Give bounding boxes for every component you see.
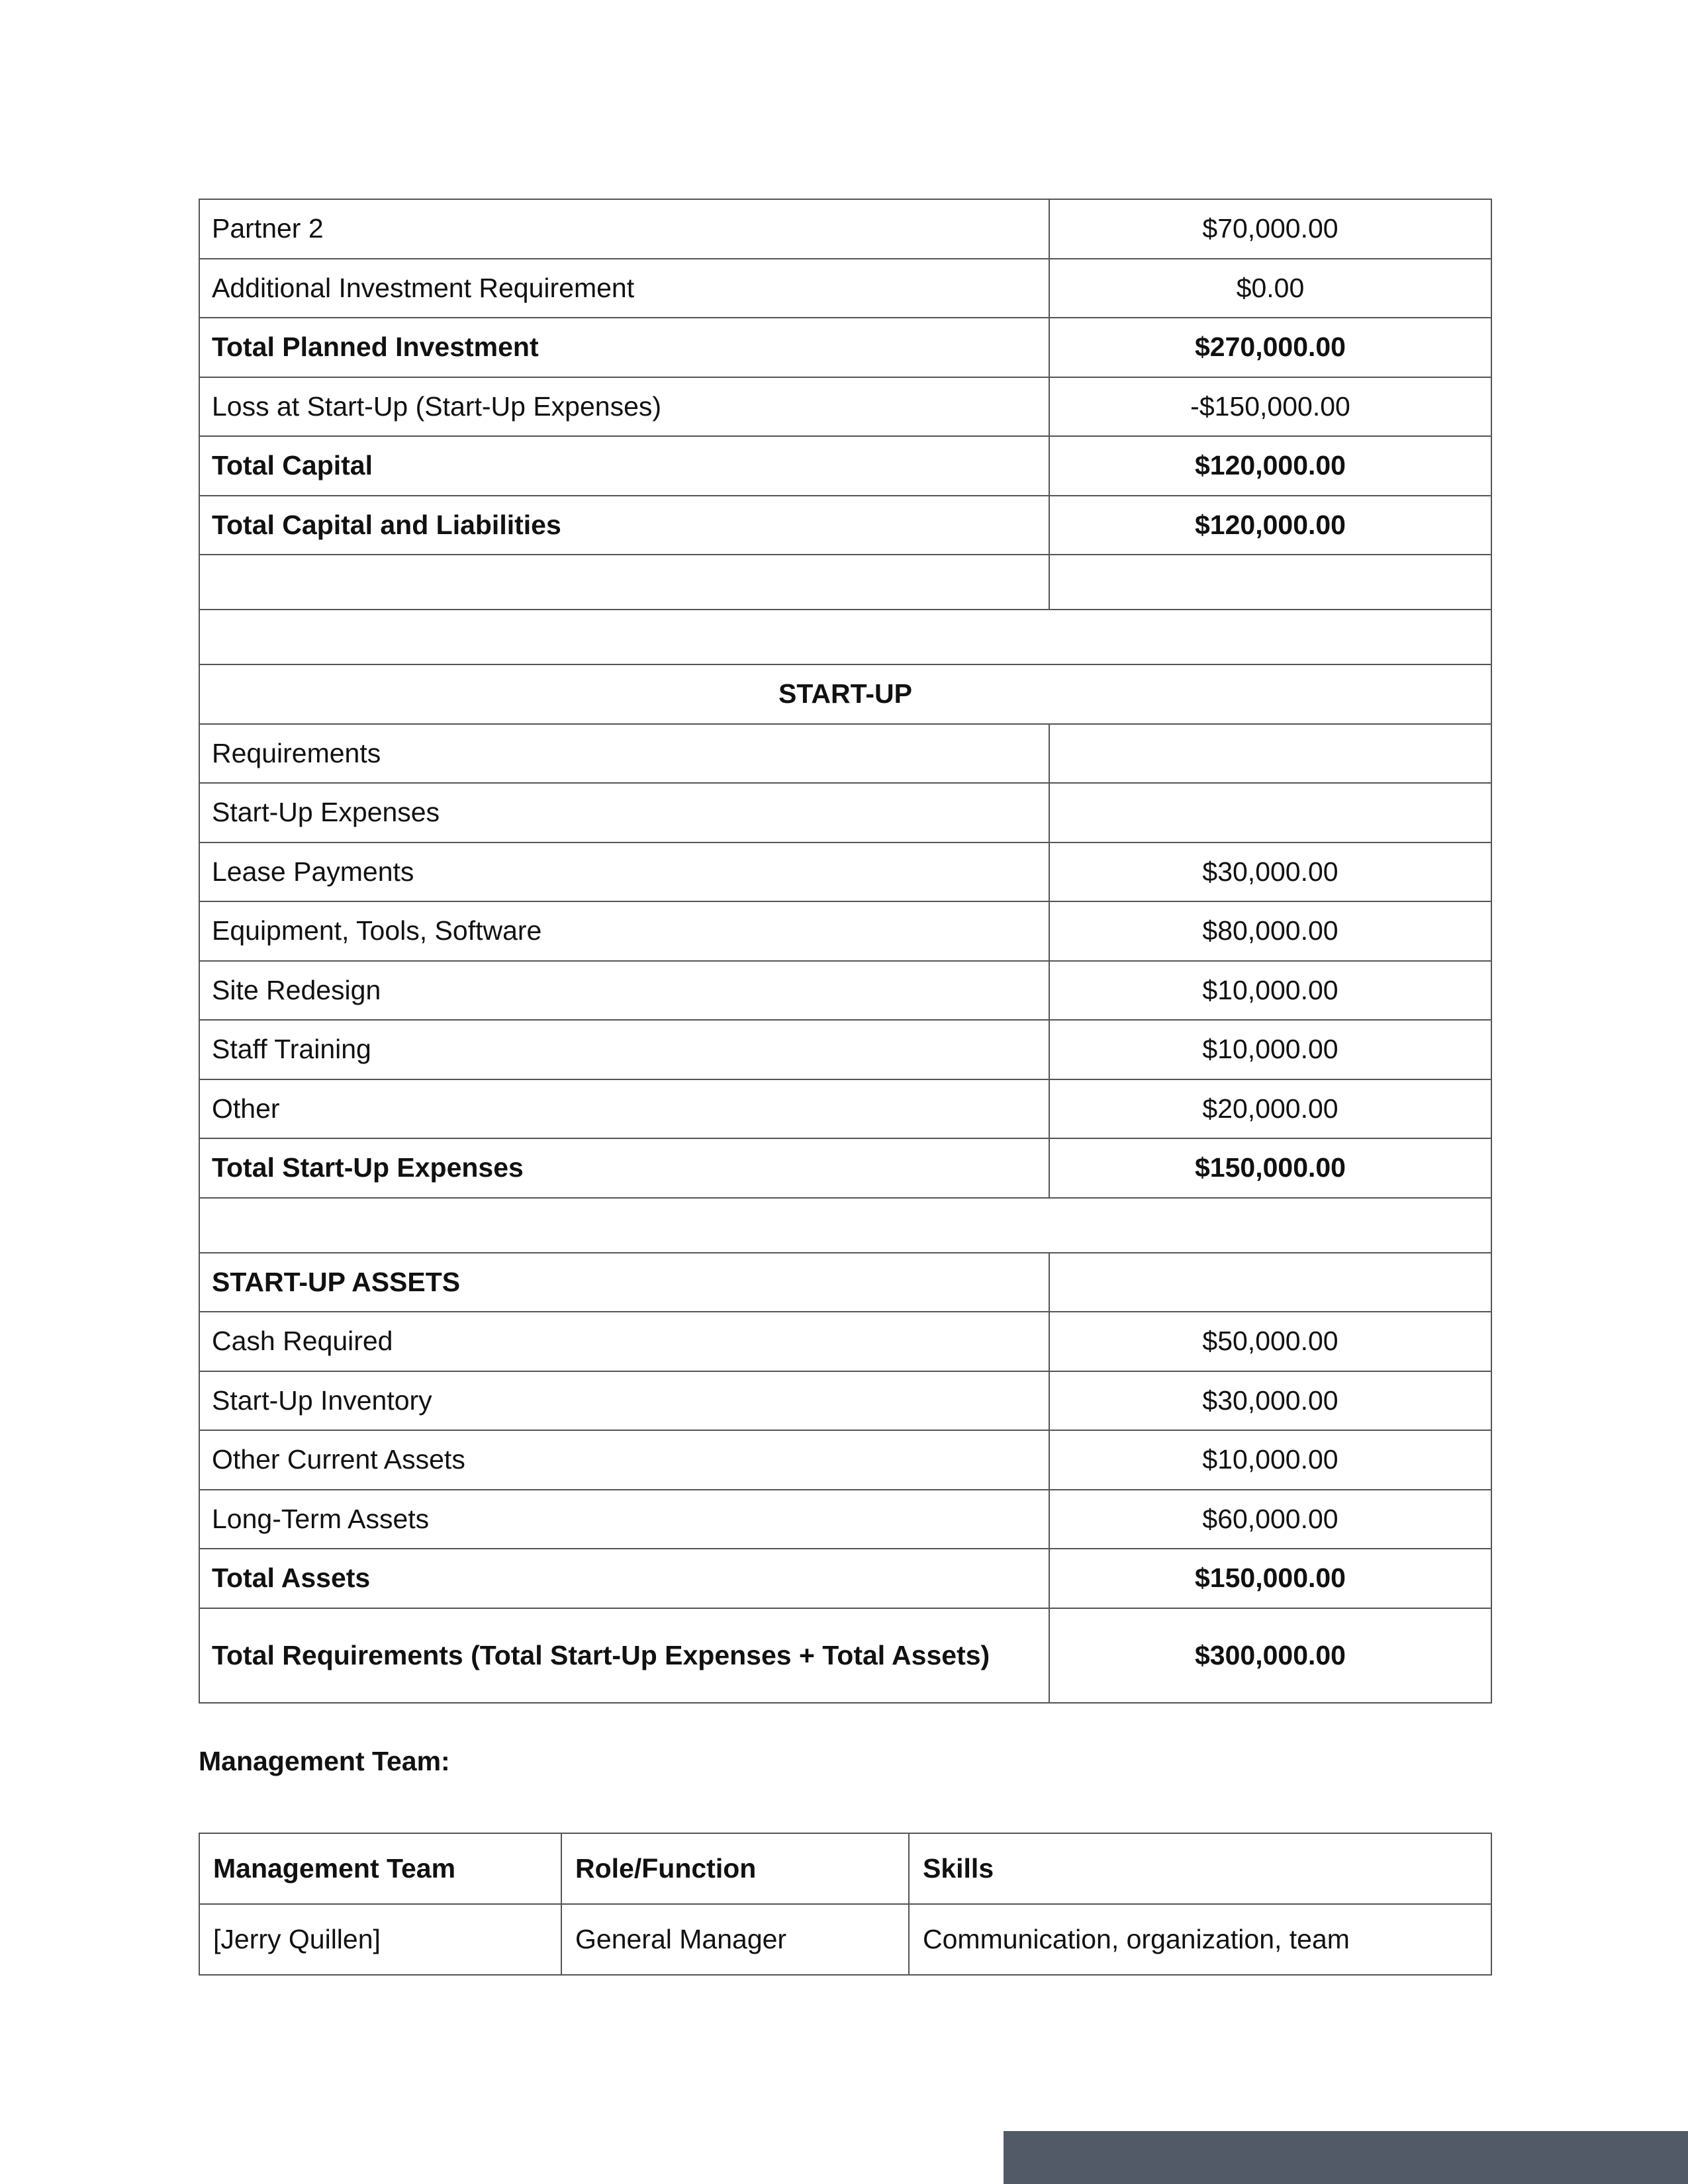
table-row xyxy=(199,842,1491,902)
row-value: $120,000.00 xyxy=(1049,436,1491,496)
table-row xyxy=(199,436,1491,496)
row-value: $10,000.00 xyxy=(1049,961,1491,1021)
financial-table xyxy=(199,199,1492,1704)
spacer-cell xyxy=(199,610,1491,664)
empty-row xyxy=(199,555,1491,610)
row-label: Other Current Assets xyxy=(199,1430,1049,1490)
team-member-role: General Manager xyxy=(561,1904,909,1975)
table-row xyxy=(199,259,1491,318)
row-label: Total Assets xyxy=(199,1549,1049,1608)
row-label: Loss at Start-Up (Start-Up Expenses) xyxy=(199,377,1049,437)
row-value: -$150,000.00 xyxy=(1049,377,1491,437)
row-value: $30,000.00 xyxy=(1049,842,1491,902)
table-row xyxy=(199,1079,1491,1139)
row-label: Other xyxy=(199,1079,1049,1139)
row-label: Total Planned Investment xyxy=(199,318,1049,377)
assets-header: START-UP ASSETS xyxy=(199,1253,1049,1312)
table-row xyxy=(199,783,1491,842)
row-label: Long-Term Assets xyxy=(199,1490,1049,1549)
row-value: $150,000.00 xyxy=(1049,1138,1491,1198)
table-row xyxy=(199,1430,1491,1490)
row-value: $30,000.00 xyxy=(1049,1371,1491,1431)
column-header: Skills xyxy=(909,1833,1491,1904)
empty-cell xyxy=(1049,555,1491,610)
table-row xyxy=(199,318,1491,377)
row-label: Cash Required xyxy=(199,1312,1049,1371)
management-table xyxy=(199,1833,1492,1976)
row-value: $10,000.00 xyxy=(1049,1020,1491,1079)
table-row xyxy=(199,1371,1491,1431)
row-label: Start-Up Expenses xyxy=(199,783,1049,842)
row-label: Total Start-Up Expenses xyxy=(199,1138,1049,1198)
spacer-row xyxy=(199,1198,1491,1253)
table-row xyxy=(199,724,1491,784)
row-value: $10,000.00 xyxy=(1049,1430,1491,1490)
table-row xyxy=(199,961,1491,1021)
row-label: Total Capital and Liabilities xyxy=(199,496,1049,555)
row-value: $70,000.00 xyxy=(1049,199,1491,259)
row-label: Lease Payments xyxy=(199,842,1049,902)
row-label: Total Capital xyxy=(199,436,1049,496)
row-value: $120,000.00 xyxy=(1049,496,1491,555)
table-row xyxy=(199,1020,1491,1079)
row-label: Start-Up Inventory xyxy=(199,1371,1049,1431)
row-label: Partner 2 xyxy=(199,199,1049,259)
row-value: $0.00 xyxy=(1049,259,1491,318)
section-header-row xyxy=(199,1253,1491,1312)
row-value: $270,000.00 xyxy=(1049,318,1491,377)
row-label: Equipment, Tools, Software xyxy=(199,901,1049,961)
section-header-row xyxy=(199,664,1491,724)
startup-header: START-UP xyxy=(199,664,1491,724)
team-member-skills: Communication, organization, team xyxy=(909,1904,1491,1975)
table-row xyxy=(199,1490,1491,1549)
column-header: Management Team xyxy=(199,1833,561,1904)
row-value xyxy=(1049,724,1491,784)
table-row xyxy=(199,1549,1491,1608)
table-row xyxy=(199,496,1491,555)
row-value: $150,000.00 xyxy=(1049,1549,1491,1608)
table-row xyxy=(199,199,1491,259)
spacer-cell xyxy=(199,1198,1491,1253)
table-row xyxy=(199,377,1491,437)
spacer-row xyxy=(199,610,1491,664)
table-row xyxy=(199,1904,1491,1975)
row-label: Staff Training xyxy=(199,1020,1049,1079)
empty-cell xyxy=(1049,1253,1491,1312)
table-row xyxy=(199,1138,1491,1198)
row-label: Requirements xyxy=(199,724,1049,784)
column-header: Role/Function xyxy=(561,1833,909,1904)
table-row xyxy=(199,1608,1491,1703)
table-row xyxy=(199,1312,1491,1371)
row-label: Total Requirements (Total Start-Up Expenses + Total Assets) xyxy=(199,1608,1049,1703)
row-label: Site Redesign xyxy=(199,961,1049,1021)
row-value: $60,000.00 xyxy=(1049,1490,1491,1549)
empty-cell xyxy=(199,555,1049,610)
footer-bar xyxy=(1004,2131,1688,2184)
team-member-name: [Jerry Quillen] xyxy=(199,1904,561,1975)
row-label: Additional Investment Requirement xyxy=(199,259,1049,318)
row-value xyxy=(1049,783,1491,842)
management-section-title: Management Team: xyxy=(199,1746,450,1776)
row-value: $300,000.00 xyxy=(1049,1608,1491,1703)
row-value: $20,000.00 xyxy=(1049,1079,1491,1139)
table-header-row xyxy=(199,1833,1491,1904)
row-value: $50,000.00 xyxy=(1049,1312,1491,1371)
table-row xyxy=(199,901,1491,961)
row-value: $80,000.00 xyxy=(1049,901,1491,961)
